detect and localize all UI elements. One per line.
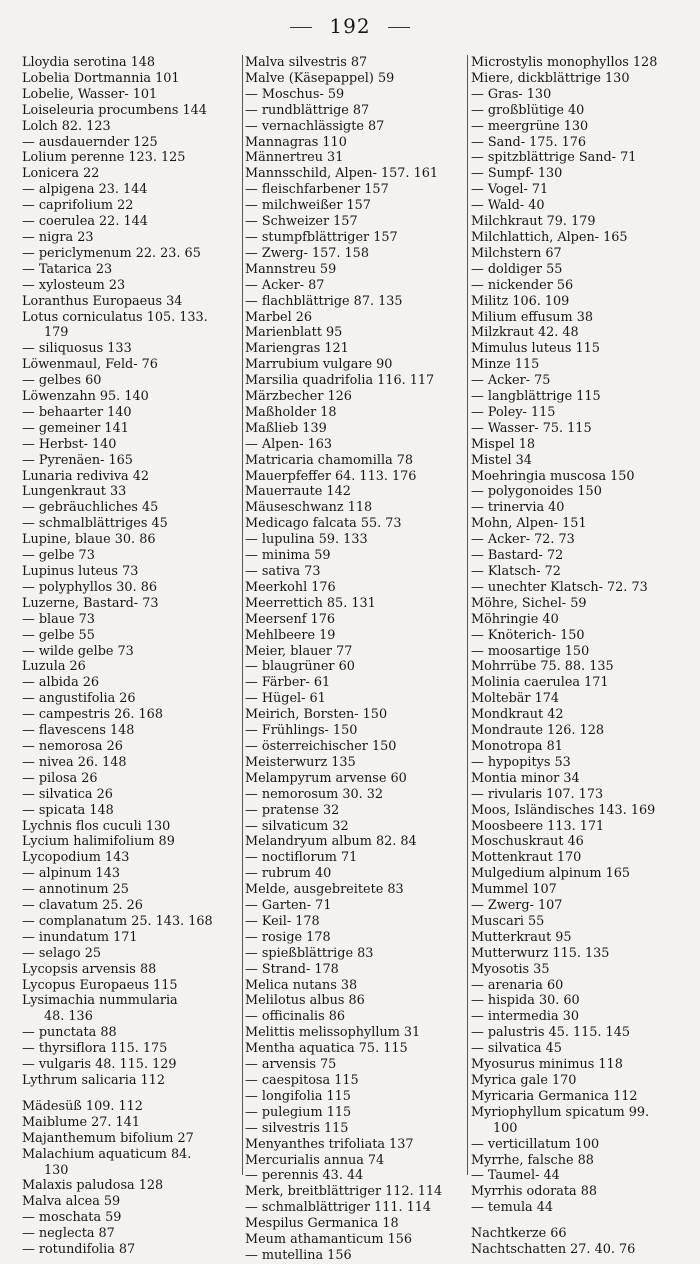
index-entry: Mariengras 121 bbox=[245, 341, 349, 357]
index-entry: Marsilia quadrifolia 116. 117 bbox=[245, 373, 435, 389]
index-subentry: — sativa 73 bbox=[245, 564, 321, 579]
index-entry: Molinia caerulea 171 bbox=[471, 675, 609, 691]
index-entry: Maiblume 27. 141 bbox=[22, 1114, 140, 1130]
index-entry: Mulgedium alpinum 165 bbox=[471, 866, 631, 882]
index-entry: Möhre, Sichel- 59 bbox=[471, 595, 587, 611]
index-subentry: — stumpfblättriger 157 bbox=[245, 229, 398, 245]
index-entry: Löwenmaul, Feld- 76 bbox=[22, 357, 158, 373]
index-entry: Lunaria rediviva 42 bbox=[22, 468, 150, 484]
index-entry: Majanthemum bifolium 27 bbox=[22, 1130, 194, 1146]
index-entry: Marrubium vulgare 90 bbox=[245, 357, 393, 373]
index-entry: Miere, dickblättrige 130 bbox=[471, 70, 630, 86]
index-subentry: — Wasser- 75. 115 bbox=[471, 420, 592, 436]
index-entry: Mauerraute 142 bbox=[245, 484, 351, 500]
index-subentry: — Schweizer 157 bbox=[245, 214, 358, 230]
index-entry: Lupine, blaue 30. 86 bbox=[22, 532, 156, 548]
index-subentry: — hypopitys 53 bbox=[471, 754, 571, 770]
index-entry: Myosotis 35 bbox=[471, 961, 550, 977]
index-entry: Medicago falcata 55. 73 bbox=[245, 516, 402, 532]
index-subentry: — meergrüne 130 bbox=[471, 118, 589, 134]
index-subentry: — spicata 148 bbox=[22, 802, 114, 818]
index-entry: Lycopus Europaeus 115 bbox=[22, 977, 178, 993]
index-column-3 bbox=[467, 55, 689, 1258]
index-subentry: — nigra 23 bbox=[22, 229, 94, 245]
index-entry: Malva silvestris 87 bbox=[245, 55, 368, 70]
index-column-2 bbox=[242, 55, 470, 1263]
index-subentry: — nivea 26. 148 bbox=[22, 754, 127, 770]
index-subentry: — complanatum 25. 143. 168 bbox=[22, 913, 213, 929]
index-subentry: — doldiger 55 bbox=[471, 261, 563, 277]
index-subentry: — gelbe 55 bbox=[22, 627, 95, 643]
index-entry: Myrrhis odorata 88 bbox=[471, 1184, 598, 1200]
index-entry: Milium effusum 38 bbox=[471, 309, 594, 325]
index-subentry: — flavescens 148 bbox=[22, 723, 135, 739]
index-subentry: — spießblättrige 83 bbox=[245, 945, 374, 961]
index-subentry: — trinervia 40 bbox=[471, 500, 565, 516]
index-entry: Luzula 26 bbox=[22, 659, 86, 675]
index-entry: Lycopsis arvensis 88 bbox=[22, 961, 157, 977]
index-entry: Marbel 26 bbox=[245, 309, 313, 325]
index-entry: Myriophyllum spicatum 99. bbox=[471, 1104, 650, 1120]
index-subentry: — periclymenum 22. 23. 65 bbox=[22, 245, 201, 261]
index-subentry: — wilde gelbe 73 bbox=[22, 643, 134, 659]
index-subentry: — verticillatum 100 bbox=[471, 1136, 600, 1152]
index-entry: Lonicera 22 bbox=[22, 166, 100, 182]
index-entry: Mannstreu 59 bbox=[245, 261, 337, 277]
index-entry: Malva alcea 59 bbox=[22, 1194, 121, 1210]
index-subentry: — rotundifolia 87 bbox=[22, 1242, 136, 1258]
index-entry: Melandryum album 82. 84 bbox=[245, 834, 417, 850]
index-subentry: — rosige 178 bbox=[245, 929, 331, 945]
index-subentry: — polygonoides 150 bbox=[471, 484, 602, 500]
index-subentry: — Bastard- 72 bbox=[471, 548, 564, 564]
index-subentry: — Strand- 178 bbox=[245, 961, 339, 977]
index-entry: Maßholder 18 bbox=[245, 404, 337, 420]
index-subentry: — minima 59 bbox=[245, 548, 331, 564]
index-entry: Menyanthes trifoliata 137 bbox=[245, 1136, 414, 1152]
index-entry: Meerrettich 85. 131 bbox=[245, 595, 376, 611]
index-entry: Meersenf 176 bbox=[245, 611, 335, 627]
index-entry-continuation: 48. 136 bbox=[44, 1009, 93, 1025]
index-entry-continuation: 179 bbox=[44, 325, 69, 341]
index-subentry: — Wald- 40 bbox=[471, 198, 545, 214]
index-entry: Microstylis monophyllos 128 bbox=[471, 55, 658, 70]
index-subentry: — Sumpf- 130 bbox=[471, 166, 563, 182]
index-subentry: — gelbes 60 bbox=[22, 373, 102, 389]
index-subentry: — Acker- 75 bbox=[471, 373, 551, 389]
index-entry: Melica nutans 38 bbox=[245, 977, 358, 993]
index-subentry: — caespitosa 115 bbox=[245, 1073, 359, 1088]
index-subentry: — Taumel- 44 bbox=[471, 1168, 560, 1184]
index-subentry: — vernachlässigte 87 bbox=[245, 118, 385, 134]
index-subentry: — gebräuchliches 45 bbox=[22, 500, 159, 516]
index-entry: Löwenzahn 95. 140 bbox=[22, 389, 149, 405]
index-subentry: — clavatum 25. 26 bbox=[22, 898, 143, 914]
index-subentry: — gemeiner 141 bbox=[22, 420, 129, 436]
index-subentry: — Hügel- 61 bbox=[245, 691, 326, 707]
index-subentry: — moosartige 150 bbox=[471, 643, 590, 659]
index-entry: Mohn, Alpen- 151 bbox=[471, 516, 587, 532]
index-entry: Melittis melissophyllum 31 bbox=[245, 1025, 421, 1041]
index-entry: Lolium perenne 123. 125 bbox=[22, 150, 186, 166]
index-subentry: — Poley- 115 bbox=[471, 404, 556, 420]
index-entry: Nachtschatten 27. 40. 76 bbox=[471, 1242, 636, 1258]
index-entry: Moschuskraut 46 bbox=[471, 834, 584, 850]
index-entry-continuation: 130 bbox=[44, 1162, 69, 1178]
index-entry: Lysimachia nummularia bbox=[22, 993, 178, 1009]
index-entry: Merk, breitblättriger 112. 114 bbox=[245, 1184, 443, 1200]
index-subentry: — thyrsiflora 115. 175 bbox=[22, 1041, 168, 1057]
index-subentry: — Frühlings- 150 bbox=[245, 723, 358, 739]
index-subentry: — Vogel- 71 bbox=[471, 182, 549, 198]
index-subentry: — rundblättrige 87 bbox=[245, 102, 370, 118]
index-subentry: — palustris 45. 115. 145 bbox=[471, 1025, 630, 1041]
index-subentry: — caprifolium 22 bbox=[22, 198, 134, 214]
index-subentry: — behaarter 140 bbox=[22, 404, 132, 420]
index-entry: Moos, Isländisches 143. 169 bbox=[471, 802, 656, 818]
index-entry: Mentha aquatica 75. 115 bbox=[245, 1041, 408, 1057]
index-entry: Meerkohl 176 bbox=[245, 579, 336, 595]
index-entry: Minze 115 bbox=[471, 357, 540, 373]
index-subentry: — Sand- 175. 176 bbox=[471, 134, 587, 150]
index-entry: Myrica gale 170 bbox=[471, 1073, 577, 1088]
index-subentry: — Gras- 130 bbox=[471, 86, 552, 102]
index-subentry: — nemorosa 26 bbox=[22, 738, 123, 754]
index-subentry: — gelbe 73 bbox=[22, 548, 95, 564]
index-entry: Meum athamanticum 156 bbox=[245, 1232, 413, 1248]
index-entry: Moosbeere 113. 171 bbox=[471, 818, 605, 834]
page-number: 192 bbox=[329, 14, 371, 38]
index-subentry: — Zwerg- 157. 158 bbox=[245, 245, 369, 261]
index-subentry: — punctata 88 bbox=[22, 1025, 117, 1041]
index-subentry: — angustifolia 26 bbox=[22, 691, 136, 707]
index-subentry: — großblütige 40 bbox=[471, 102, 585, 118]
index-entry: Myricaria Germanica 112 bbox=[471, 1088, 638, 1104]
section-gap bbox=[22, 1089, 240, 1099]
index-entry: Monotropa 81 bbox=[471, 738, 563, 754]
index-subentry: — hispida 30. 60 bbox=[471, 993, 580, 1009]
index-subentry: — Alpen- 163 bbox=[245, 436, 333, 452]
index-subentry: — perennis 43. 44 bbox=[245, 1168, 364, 1184]
index-subentry: — intermedia 30 bbox=[471, 1009, 580, 1025]
index-entry: Milchlattich, Alpen- 165 bbox=[471, 229, 628, 245]
index-entry: Nachtkerze 66 bbox=[471, 1226, 567, 1242]
index-subentry: — Herbst- 140 bbox=[22, 436, 117, 452]
index-subentry: — nemorosum 30. 32 bbox=[245, 786, 384, 802]
index-entry: Lloydia serotina 148 bbox=[22, 55, 156, 70]
index-subentry: — noctiflorum 71 bbox=[245, 850, 358, 866]
index-subentry: — selago 25 bbox=[22, 945, 101, 961]
index-entry: Mannsschild, Alpen- 157. 161 bbox=[245, 166, 438, 182]
index-subentry: — milchweißer 157 bbox=[245, 198, 371, 214]
index-subentry: — Garten- 71 bbox=[245, 898, 332, 914]
index-subentry: — Acker- 87 bbox=[245, 277, 325, 293]
index-entry-continuation: 100 bbox=[493, 1120, 518, 1136]
index-subentry: — neglecta 87 bbox=[22, 1226, 115, 1242]
index-entry: Mehlbeere 19 bbox=[245, 627, 336, 643]
index-subentry: — ausdauernder 125 bbox=[22, 134, 158, 150]
index-subentry: — Pyrenäen- 165 bbox=[22, 452, 133, 468]
index-entry: Lobelia Dortmannia 101 bbox=[22, 70, 180, 86]
index-entry: Lobelie, Wasser- 101 bbox=[22, 86, 158, 102]
index-subentry: — silvatica 26 bbox=[22, 786, 113, 802]
index-subentry: — nickender 56 bbox=[471, 277, 574, 293]
index-entry: Mannagras 110 bbox=[245, 134, 347, 150]
index-entry: Meirich, Borsten- 150 bbox=[245, 707, 388, 723]
index-entry: Montia minor 34 bbox=[471, 770, 580, 786]
index-entry: Milchstern 67 bbox=[471, 245, 562, 261]
header-dash-right bbox=[388, 27, 410, 28]
index-entry: Möhringie 40 bbox=[471, 611, 559, 627]
index-subentry: — inundatum 171 bbox=[22, 929, 138, 945]
index-entry: Mondraute 126. 128 bbox=[471, 723, 604, 739]
index-entry: Milchkraut 79. 179 bbox=[471, 214, 596, 230]
index-subentry: — moschata 59 bbox=[22, 1210, 122, 1226]
index-subentry: — pilosa 26 bbox=[22, 770, 98, 786]
index-entry: Maßlieb 139 bbox=[245, 420, 327, 436]
index-entry: Malachium aquaticum 84. bbox=[22, 1146, 192, 1162]
index-entry: Mutterkraut 95 bbox=[471, 929, 572, 945]
index-entry: Lythrum salicaria 112 bbox=[22, 1073, 165, 1088]
index-subentry: — blaugrüner 60 bbox=[245, 659, 355, 675]
index-subentry: — langblättrige 115 bbox=[471, 389, 601, 405]
index-subentry: — Keil- 178 bbox=[245, 913, 320, 929]
index-entry: Matricaria chamomilla 78 bbox=[245, 452, 414, 468]
index-subentry: — pratense 32 bbox=[245, 802, 340, 818]
index-entry: Melampyrum arvense 60 bbox=[245, 770, 407, 786]
index-subentry: — annotinum 25 bbox=[22, 882, 129, 898]
index-entry: Mistel 34 bbox=[471, 452, 532, 468]
index-entry: Meier, blauer 77 bbox=[245, 643, 353, 659]
index-entry: Mercurialis annua 74 bbox=[245, 1152, 385, 1168]
index-entry: Lycopodium 143 bbox=[22, 850, 130, 866]
index-entry: Luzerne, Bastard- 73 bbox=[22, 595, 159, 611]
index-entry: Malve (Käsepappel) 59 bbox=[245, 70, 395, 86]
index-subentry: — pulegium 115 bbox=[245, 1104, 352, 1120]
index-entry: Milzkraut 42. 48 bbox=[471, 325, 579, 341]
index-subentry: — silvatica 45 bbox=[471, 1041, 562, 1057]
index-subentry: — Acker- 72. 73 bbox=[471, 532, 575, 548]
index-entry: Lolch 82. 123 bbox=[22, 118, 111, 134]
index-entry: Malaxis paludosa 128 bbox=[22, 1178, 164, 1194]
index-subentry: — arvensis 75 bbox=[245, 1057, 337, 1073]
index-entry: Mimulus luteus 115 bbox=[471, 341, 600, 357]
index-entry: Mohrrübe 75. 88. 135 bbox=[471, 659, 614, 675]
index-entry: Melilotus albus 86 bbox=[245, 993, 365, 1009]
index-entry: Mottenkraut 170 bbox=[471, 850, 582, 866]
index-entry: Mädesüß 109. 112 bbox=[22, 1098, 143, 1114]
index-subentry: — rubrum 40 bbox=[245, 866, 332, 882]
index-subentry: — Färber- 61 bbox=[245, 675, 331, 691]
index-entry: Lycium halimifolium 89 bbox=[22, 834, 175, 850]
index-subentry: — vulgaris 48. 115. 129 bbox=[22, 1057, 177, 1073]
index-entry: Militz 106. 109 bbox=[471, 293, 570, 309]
index-subentry: — coerulea 22. 144 bbox=[22, 214, 148, 230]
index-entry: Melde, ausgebreitete 83 bbox=[245, 882, 404, 898]
section-gap bbox=[471, 1216, 689, 1226]
index-entry: Loiseleuria procumbens 144 bbox=[22, 102, 207, 118]
index-subentry: — lupulina 59. 133 bbox=[245, 532, 368, 548]
index-entry: Lungenkraut 33 bbox=[22, 484, 127, 500]
index-entry: Myosurus minimus 118 bbox=[471, 1057, 623, 1073]
index-subentry: — silvaticum 32 bbox=[245, 818, 349, 834]
index-entry: Lotus corniculatus 105. 133. bbox=[22, 309, 208, 325]
index-subentry: — spitzblättrige Sand- 71 bbox=[471, 150, 637, 166]
index-entry: Meisterwurz 135 bbox=[245, 754, 356, 770]
index-subentry: — alpinum 143 bbox=[22, 866, 120, 882]
index-entry: Mespilus Germanica 18 bbox=[245, 1216, 399, 1232]
index-subentry: — xylosteum 23 bbox=[22, 277, 126, 293]
index-subentry: — mutellina 156 bbox=[245, 1247, 352, 1263]
index-entry: Mispel 18 bbox=[471, 436, 535, 452]
index-entry: Lupinus luteus 73 bbox=[22, 564, 139, 579]
index-entry: Mäuseschwanz 118 bbox=[245, 500, 373, 516]
index-subentry: — flachblättrige 87. 135 bbox=[245, 293, 403, 309]
index-subentry: — Tatarica 23 bbox=[22, 261, 113, 277]
index-subentry: — blaue 73 bbox=[22, 611, 95, 627]
index-subentry: — albida 26 bbox=[22, 675, 100, 691]
index-subentry: — schmalblättriger 111. 114 bbox=[245, 1200, 432, 1216]
index-subentry: — unechter Klatsch- 72. 73 bbox=[471, 579, 648, 595]
index-subentry: — campestris 26. 168 bbox=[22, 707, 163, 723]
index-subentry: — alpigena 23. 144 bbox=[22, 182, 148, 198]
index-subentry: — fleischfarbener 157 bbox=[245, 182, 389, 198]
index-subentry: — silvestris 115 bbox=[245, 1120, 349, 1136]
index-entry: Märzbecher 126 bbox=[245, 389, 352, 405]
index-subentry: — officinalis 86 bbox=[245, 1009, 345, 1025]
index-entry: Lychnis flos cuculi 130 bbox=[22, 818, 171, 834]
index-subentry: — temula 44 bbox=[471, 1200, 554, 1216]
index-column-1 bbox=[22, 55, 240, 1258]
index-subentry: — polyphyllos 30. 86 bbox=[22, 579, 157, 595]
index-entry: Moltebär 174 bbox=[471, 691, 560, 707]
page-header bbox=[0, 14, 700, 38]
index-entry: Mummel 107 bbox=[471, 882, 557, 898]
index-subentry: — longifolia 115 bbox=[245, 1088, 351, 1104]
index-entry: Mutterwurz 115. 135 bbox=[471, 945, 610, 961]
index-subentry: — Knöterich- 150 bbox=[471, 627, 585, 643]
index-entry: Marienblatt 95 bbox=[245, 325, 343, 341]
index-entry: Moehringia muscosa 150 bbox=[471, 468, 635, 484]
index-entry: Mondkraut 42 bbox=[471, 707, 564, 723]
index-subentry: — Moschus- 59 bbox=[245, 86, 345, 102]
index-entry: Mauerpfeffer 64. 113. 176 bbox=[245, 468, 417, 484]
index-subentry: — arenaria 60 bbox=[471, 977, 564, 993]
index-subentry: — rivularis 107. 173 bbox=[471, 786, 604, 802]
index-entry: Myrrhe, falsche 88 bbox=[471, 1152, 594, 1168]
index-entry: Loranthus Europaeus 34 bbox=[22, 293, 183, 309]
index-subentry: — schmalblättriges 45 bbox=[22, 516, 168, 532]
index-entry: Männertreu 31 bbox=[245, 150, 344, 166]
index-subentry: — siliquosus 133 bbox=[22, 341, 132, 357]
index-subentry: — österreichischer 150 bbox=[245, 738, 397, 754]
index-subentry: — Zwerg- 107 bbox=[471, 898, 563, 914]
index-entry: Muscari 55 bbox=[471, 913, 545, 929]
index-subentry: — Klatsch- 72 bbox=[471, 564, 561, 579]
header-dash-left bbox=[290, 27, 312, 28]
